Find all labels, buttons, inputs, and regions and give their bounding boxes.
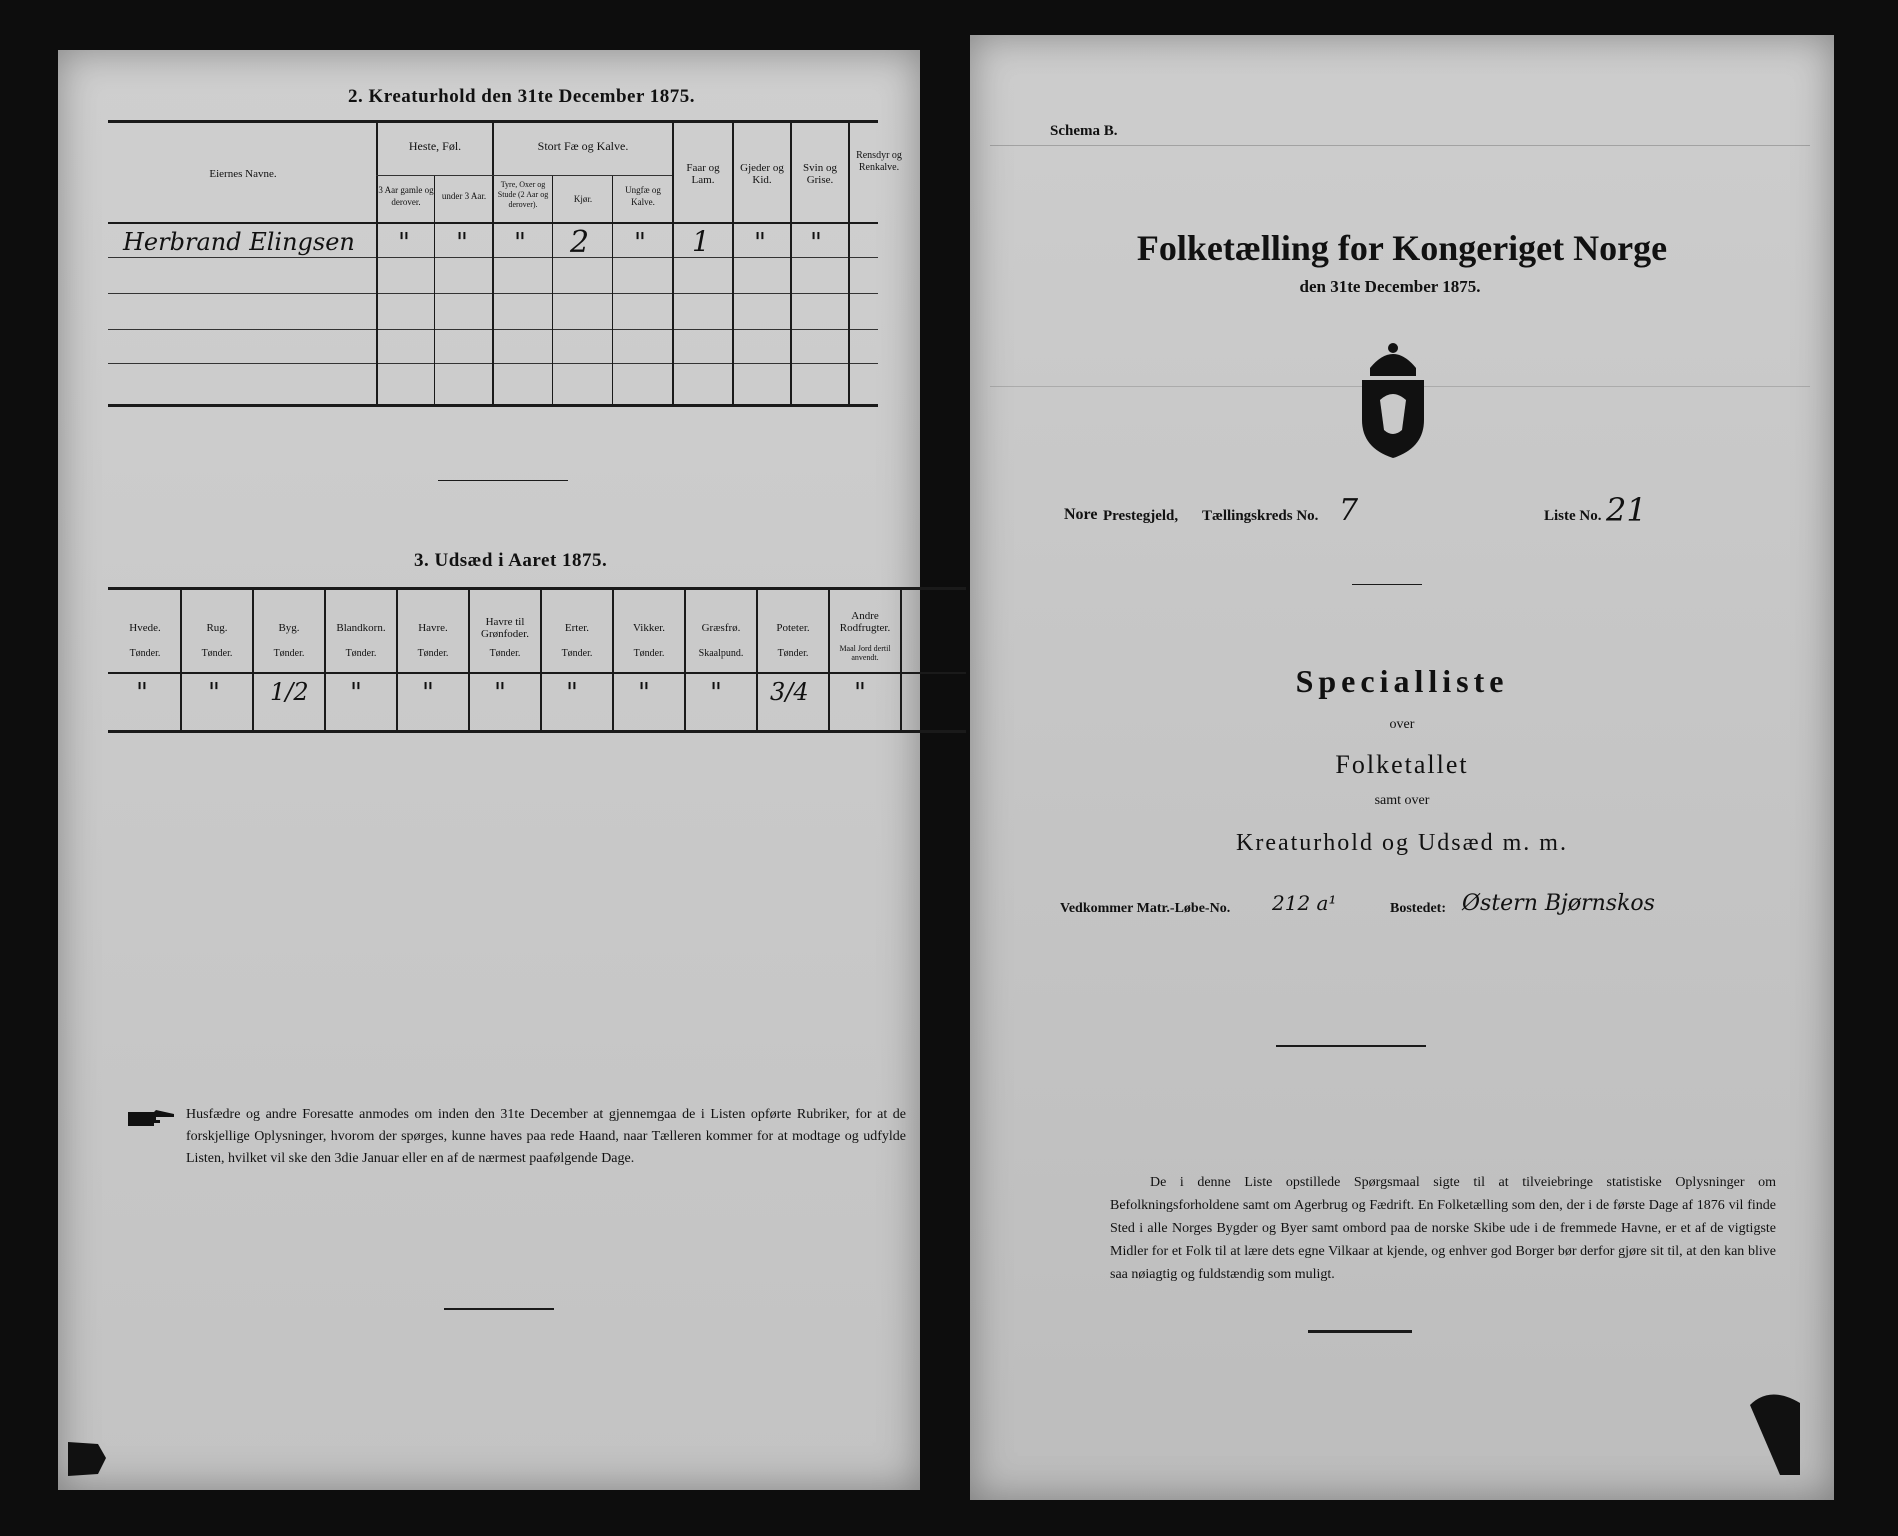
document-title: Folketælling for Kongeriget Norge: [1136, 228, 1668, 268]
col-divider: [434, 175, 435, 405]
col-divider: [756, 589, 758, 732]
col-divider: [612, 589, 614, 732]
livestock-value: ": [810, 228, 822, 258]
seed-value: ": [566, 678, 578, 708]
separator-rule: [1352, 584, 1422, 585]
prestegjeld-label: Prestegjeld,: [1103, 508, 1179, 524]
kreds-label: Tællingskreds No.: [1202, 508, 1319, 524]
document-subtitle: den 31te December 1875.: [1299, 277, 1481, 296]
seed-table-header-rule: [108, 672, 966, 674]
seed-unit: Tønder.: [489, 648, 521, 659]
seed-value: ": [854, 678, 866, 708]
seed-unit: Tønder.: [201, 648, 233, 659]
seed-header: Blandkorn.: [336, 622, 386, 634]
livestock-value: ": [514, 228, 526, 258]
schema-label: Schema B.: [1050, 123, 1118, 139]
seed-value: ": [136, 678, 148, 708]
header-horses: Heste, Føl.: [408, 139, 462, 153]
seed-unit: Tønder.: [345, 648, 377, 659]
seed-value: 3/4: [770, 678, 809, 706]
seed-header: Græsfrø.: [701, 622, 741, 634]
bosted-value: Østern Bjørnskos: [1462, 891, 1655, 916]
seed-unit: Tønder.: [777, 648, 809, 659]
bosted-label: Bostedet:: [1390, 901, 1446, 916]
seed-unit: Tønder.: [273, 648, 305, 659]
col-divider: [468, 589, 470, 732]
col-divider: [396, 589, 398, 732]
corner-tab-icon: [1740, 1385, 1810, 1485]
pointing-hand-icon: [68, 1438, 108, 1478]
livestock-value: 2: [570, 225, 590, 260]
coat-of-arms-icon: [1350, 340, 1436, 460]
col-divider: [684, 589, 686, 732]
section3-title: 3. Udsæd i Aaret 1875.: [414, 550, 608, 571]
col-divider: [612, 175, 613, 405]
seed-header: Byg.: [278, 622, 300, 634]
header-cattle: Stort Fæ og Kalve.: [537, 139, 629, 153]
header-cattle-cows: Kjør.: [573, 194, 593, 204]
folketallet-text: Folketallet: [1335, 750, 1469, 779]
seed-header: Hvede.: [129, 622, 161, 634]
header-cattle-bulls: Tyre, Oxer og Stude (2 Aar og derover).: [497, 180, 549, 209]
liste-value: 21: [1606, 491, 1647, 529]
seed-unit: Skaalpund.: [698, 648, 744, 659]
pointing-hand-icon: [126, 1108, 176, 1130]
col-divider: [252, 589, 254, 732]
seed-header: Havre til Grønfoder.: [481, 616, 529, 640]
subheader-rule: [376, 175, 672, 176]
seed-value: ": [638, 678, 650, 708]
seed-header: Andre Rodfrugter.: [839, 610, 891, 634]
livestock-value: ": [754, 228, 766, 258]
matr-label: Vedkommer Matr.-Løbe-No.: [1060, 901, 1231, 916]
seed-header: Rug.: [206, 622, 228, 634]
closing-rule: [1308, 1330, 1412, 1333]
header-owner: Eiernes Navne.: [209, 168, 277, 180]
seed-table-top: [108, 587, 966, 590]
seed-value: 1/2: [270, 678, 309, 706]
seed-header: Erter.: [564, 622, 590, 634]
header-sheep: Faar og Lam.: [686, 162, 720, 186]
section2-title: 2. Kreaturhold den 31te December 1875.: [348, 86, 696, 107]
kreds-value: 7: [1339, 493, 1359, 528]
prestegjeld-value: Nore: [1064, 506, 1098, 523]
header-pigs: Svin og Grise.: [803, 162, 837, 186]
seed-unit: Tønder.: [417, 648, 449, 659]
samt-over-text: samt over: [1374, 793, 1430, 808]
seed-value: ": [494, 678, 506, 708]
header-horses-young: under 3 Aar.: [441, 191, 487, 201]
seed-header: Poteter.: [776, 622, 810, 634]
notice-text: Husfædre og andre Foresatte anmodes om inden den 31te December at gjennemgaa de i Listen opførte Rubriker, for at de forskjellige Oplysninger, hvorom der spørges, kunne haves paa rede Haand, naar Tælleren kommer for at modtage og udfylde Listen, hvilket vil ske den 3die Januar eller en af de nærmest paafølgende Dage.: [186, 1107, 906, 1166]
separator-rule: [1276, 1045, 1426, 1047]
seed-value: ": [350, 678, 362, 708]
header-cattle-young: Ungfæ og Kalve.: [625, 185, 661, 207]
header-reindeer: Rensdyr og Renkalve.: [856, 150, 902, 173]
info-text: De i denne Liste opstillede Spørgsmaal sigte til at tilveiebringe statistiske Oplysninger om Befolkningsforholdene samt om Agerbrug og Fædrift. En Folketælling som den, der i de første Dage af 1876 vil finde Sted i alle Norges Bygder og Byer samt ombord paa de norske Skibe ude i de fremmede Havne, er et af de vigtigste Midler for et Folk til at lære dets egne Vilkaar at kjende, og enhver god Borger bør derfor gjøre sit til, at den kan blive saa nøiagtig og fuldstændig som muligt.: [1110, 1175, 1776, 1282]
seed-unit: Tønder.: [633, 648, 665, 659]
owner-name: Herbrand Elingsen: [123, 228, 355, 256]
seed-unit: Maal Jord dertil anvendt.: [839, 644, 891, 662]
separator-rule: [438, 480, 568, 481]
col-divider: [900, 589, 902, 732]
seed-table-bottom: [108, 730, 966, 733]
livestock-value: ": [634, 228, 646, 258]
seed-value: ": [208, 678, 220, 708]
col-divider: [540, 589, 542, 732]
col-divider: [376, 122, 378, 405]
kreaturhold-text: Kreaturhold og Udsæd m. m.: [1236, 830, 1568, 856]
matr-value: 212 a¹: [1272, 891, 1337, 915]
livestock-value: 1: [692, 225, 710, 258]
col-divider: [492, 122, 494, 405]
liste-label: Liste No.: [1544, 508, 1602, 524]
livestock-value: ": [456, 228, 468, 258]
left-page: [58, 50, 920, 1490]
seed-header: Havre.: [418, 622, 448, 634]
col-divider: [552, 175, 553, 405]
seed-value: ": [422, 678, 434, 708]
col-divider: [324, 589, 326, 732]
header-horses-adult: 3 Aar gamle og derover.: [378, 185, 434, 207]
over-text: over: [1389, 717, 1415, 732]
seed-value: ": [710, 678, 722, 708]
closing-rule: [444, 1308, 554, 1310]
specialliste-title: Specialliste: [1295, 663, 1509, 699]
col-divider: [180, 589, 182, 732]
seed-unit: Tønder.: [129, 648, 161, 659]
right-page: [970, 35, 1834, 1500]
seed-unit: Tønder.: [561, 648, 593, 659]
livestock-value: ": [398, 228, 410, 258]
header-goats: Gjeder og Kid.: [740, 162, 784, 186]
seed-header: Vikker.: [632, 622, 666, 634]
